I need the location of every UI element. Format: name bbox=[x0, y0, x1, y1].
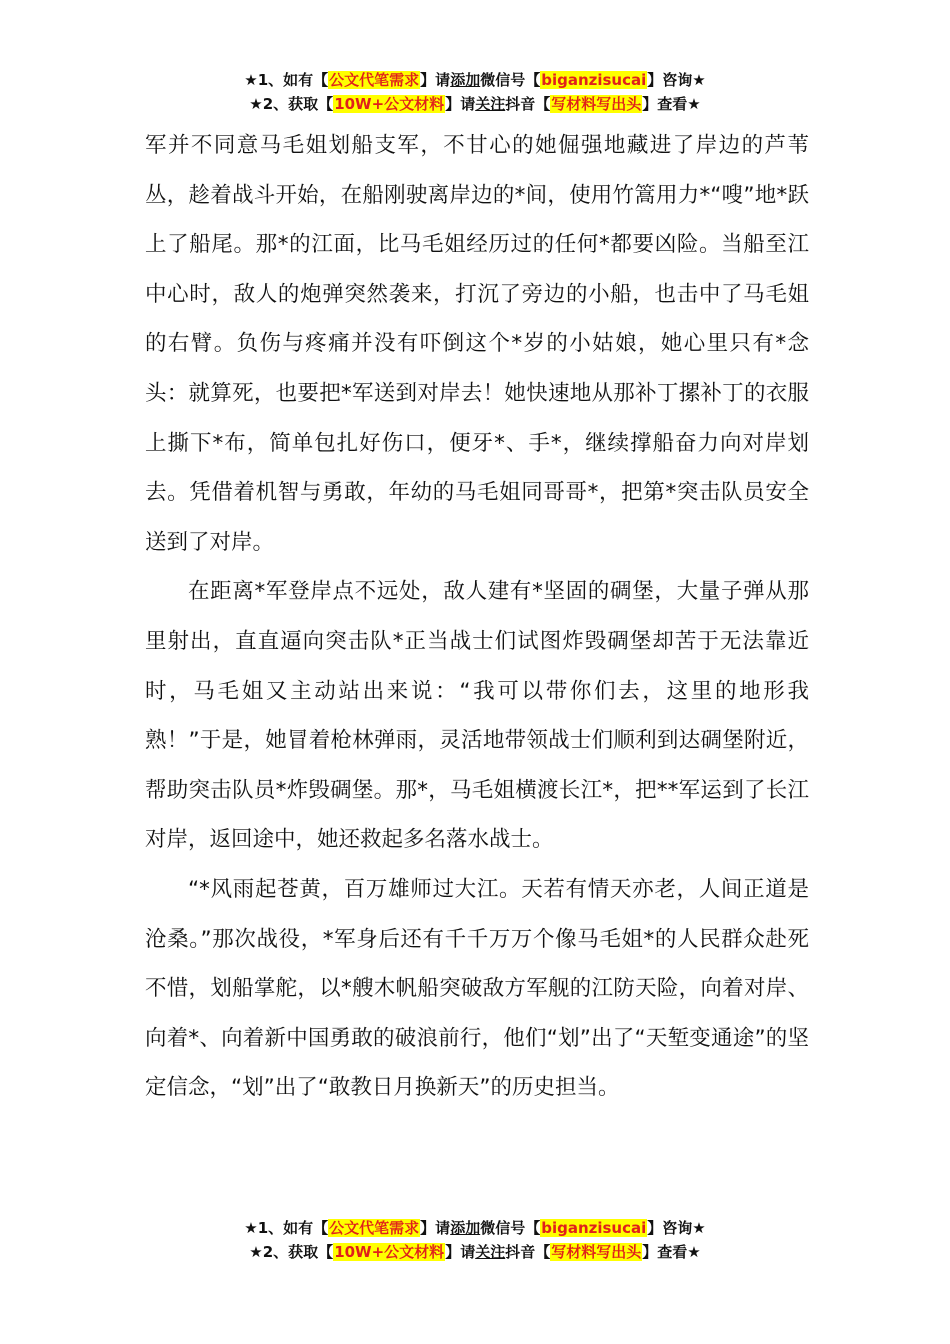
banner-highlight: 10W+公文材料 bbox=[334, 1243, 445, 1261]
header-banner bbox=[0, 68, 950, 116]
banner-highlight: 公文代笔需求 bbox=[329, 1219, 420, 1237]
banner-highlight: biganzisucai bbox=[541, 1219, 647, 1237]
banner-highlight: 写材料写出头 bbox=[551, 1243, 642, 1261]
banner-highlight: 写材料写出头 bbox=[551, 95, 642, 113]
banner-line-1: ★1、如有【公文代笔需求】请添加微信号【biganzisucai】咨询★ bbox=[244, 71, 706, 89]
banner-highlight: 10W+公文材料 bbox=[334, 95, 445, 113]
banner-highlight: biganzisucai bbox=[541, 71, 647, 89]
paragraph: “*风雨起苍黄，百万雄师过大江。天若有情天亦老，人间正道是沧桑。”那次战役，*军身后还有千千万万个像马毛姐*的人民群众赴死不惜，划船掌舵，以*艘木帆船突破敌方军舰的江防天险，向着对岸、向着*、向着新中国勇敢的破浪前行，他们“划”出了“天堑变通途”的坚定信念，“划”出了“敢教日月换新天”的历史担当。 bbox=[145, 876, 809, 1101]
banner-line-2: ★2、获取【10W+公文材料】请关注抖音【写材料写出头】查看★ bbox=[249, 95, 701, 113]
paragraph: 军并不同意马毛姐划船支军，不甘心的她倔强地藏进了岸边的芦苇丛，趁着战斗开始，在船刚驶离岸边的*间，使用竹篙用力*“嗖”地*跃上了船尾。那*的江面，比马毛姐经历过的任何*都要凶险。当船至江中心时，敌人的炮弹突然袭来，打沉了旁边的小船，也击中了马毛姐的右臂。负伤与疼痛并没有吓倒这个*岁的小姑娘，她心里只有*念头：就算死，也要把*军送到对岸去！她快速地从那补丁摞补丁的衣服上撕下*布，简单包扎好伤口，便牙*、手*，继续撑船奋力向对岸划去。凭借着机智与勇敢，年幼的马毛姐同哥哥*，把第*突击队员安全送到了对岸。 bbox=[145, 133, 809, 555]
footer-banner bbox=[0, 1216, 950, 1264]
banner-highlight: 公文代笔需求 bbox=[329, 71, 420, 89]
banner-line-1: ★1、如有【公文代笔需求】请添加微信号【biganzisucai】咨询★ bbox=[244, 1219, 706, 1237]
banner-line-2: ★2、获取【10W+公文材料】请关注抖音【写材料写出头】查看★ bbox=[249, 1243, 701, 1261]
paragraph: 在距离*军登岸点不远处，敌人建有*坚固的碉堡，大量子弹从那里射出，直直逼向突击队*正当战士们试图炸毁碉堡却苦于无法靠近时，马毛姐又主动站出来说：“我可以带你们去，这里的地形我熟！”于是，她冒着枪林弹雨，灵活地带领战士们顺利到达碉堡附近，帮助突击队员*炸毁碉堡。那*，马毛姐横渡长江*，把**军运到了长江对岸，返回途中，她还救起多名落水战士。 bbox=[145, 579, 809, 853]
document-body bbox=[145, 121, 809, 1113]
